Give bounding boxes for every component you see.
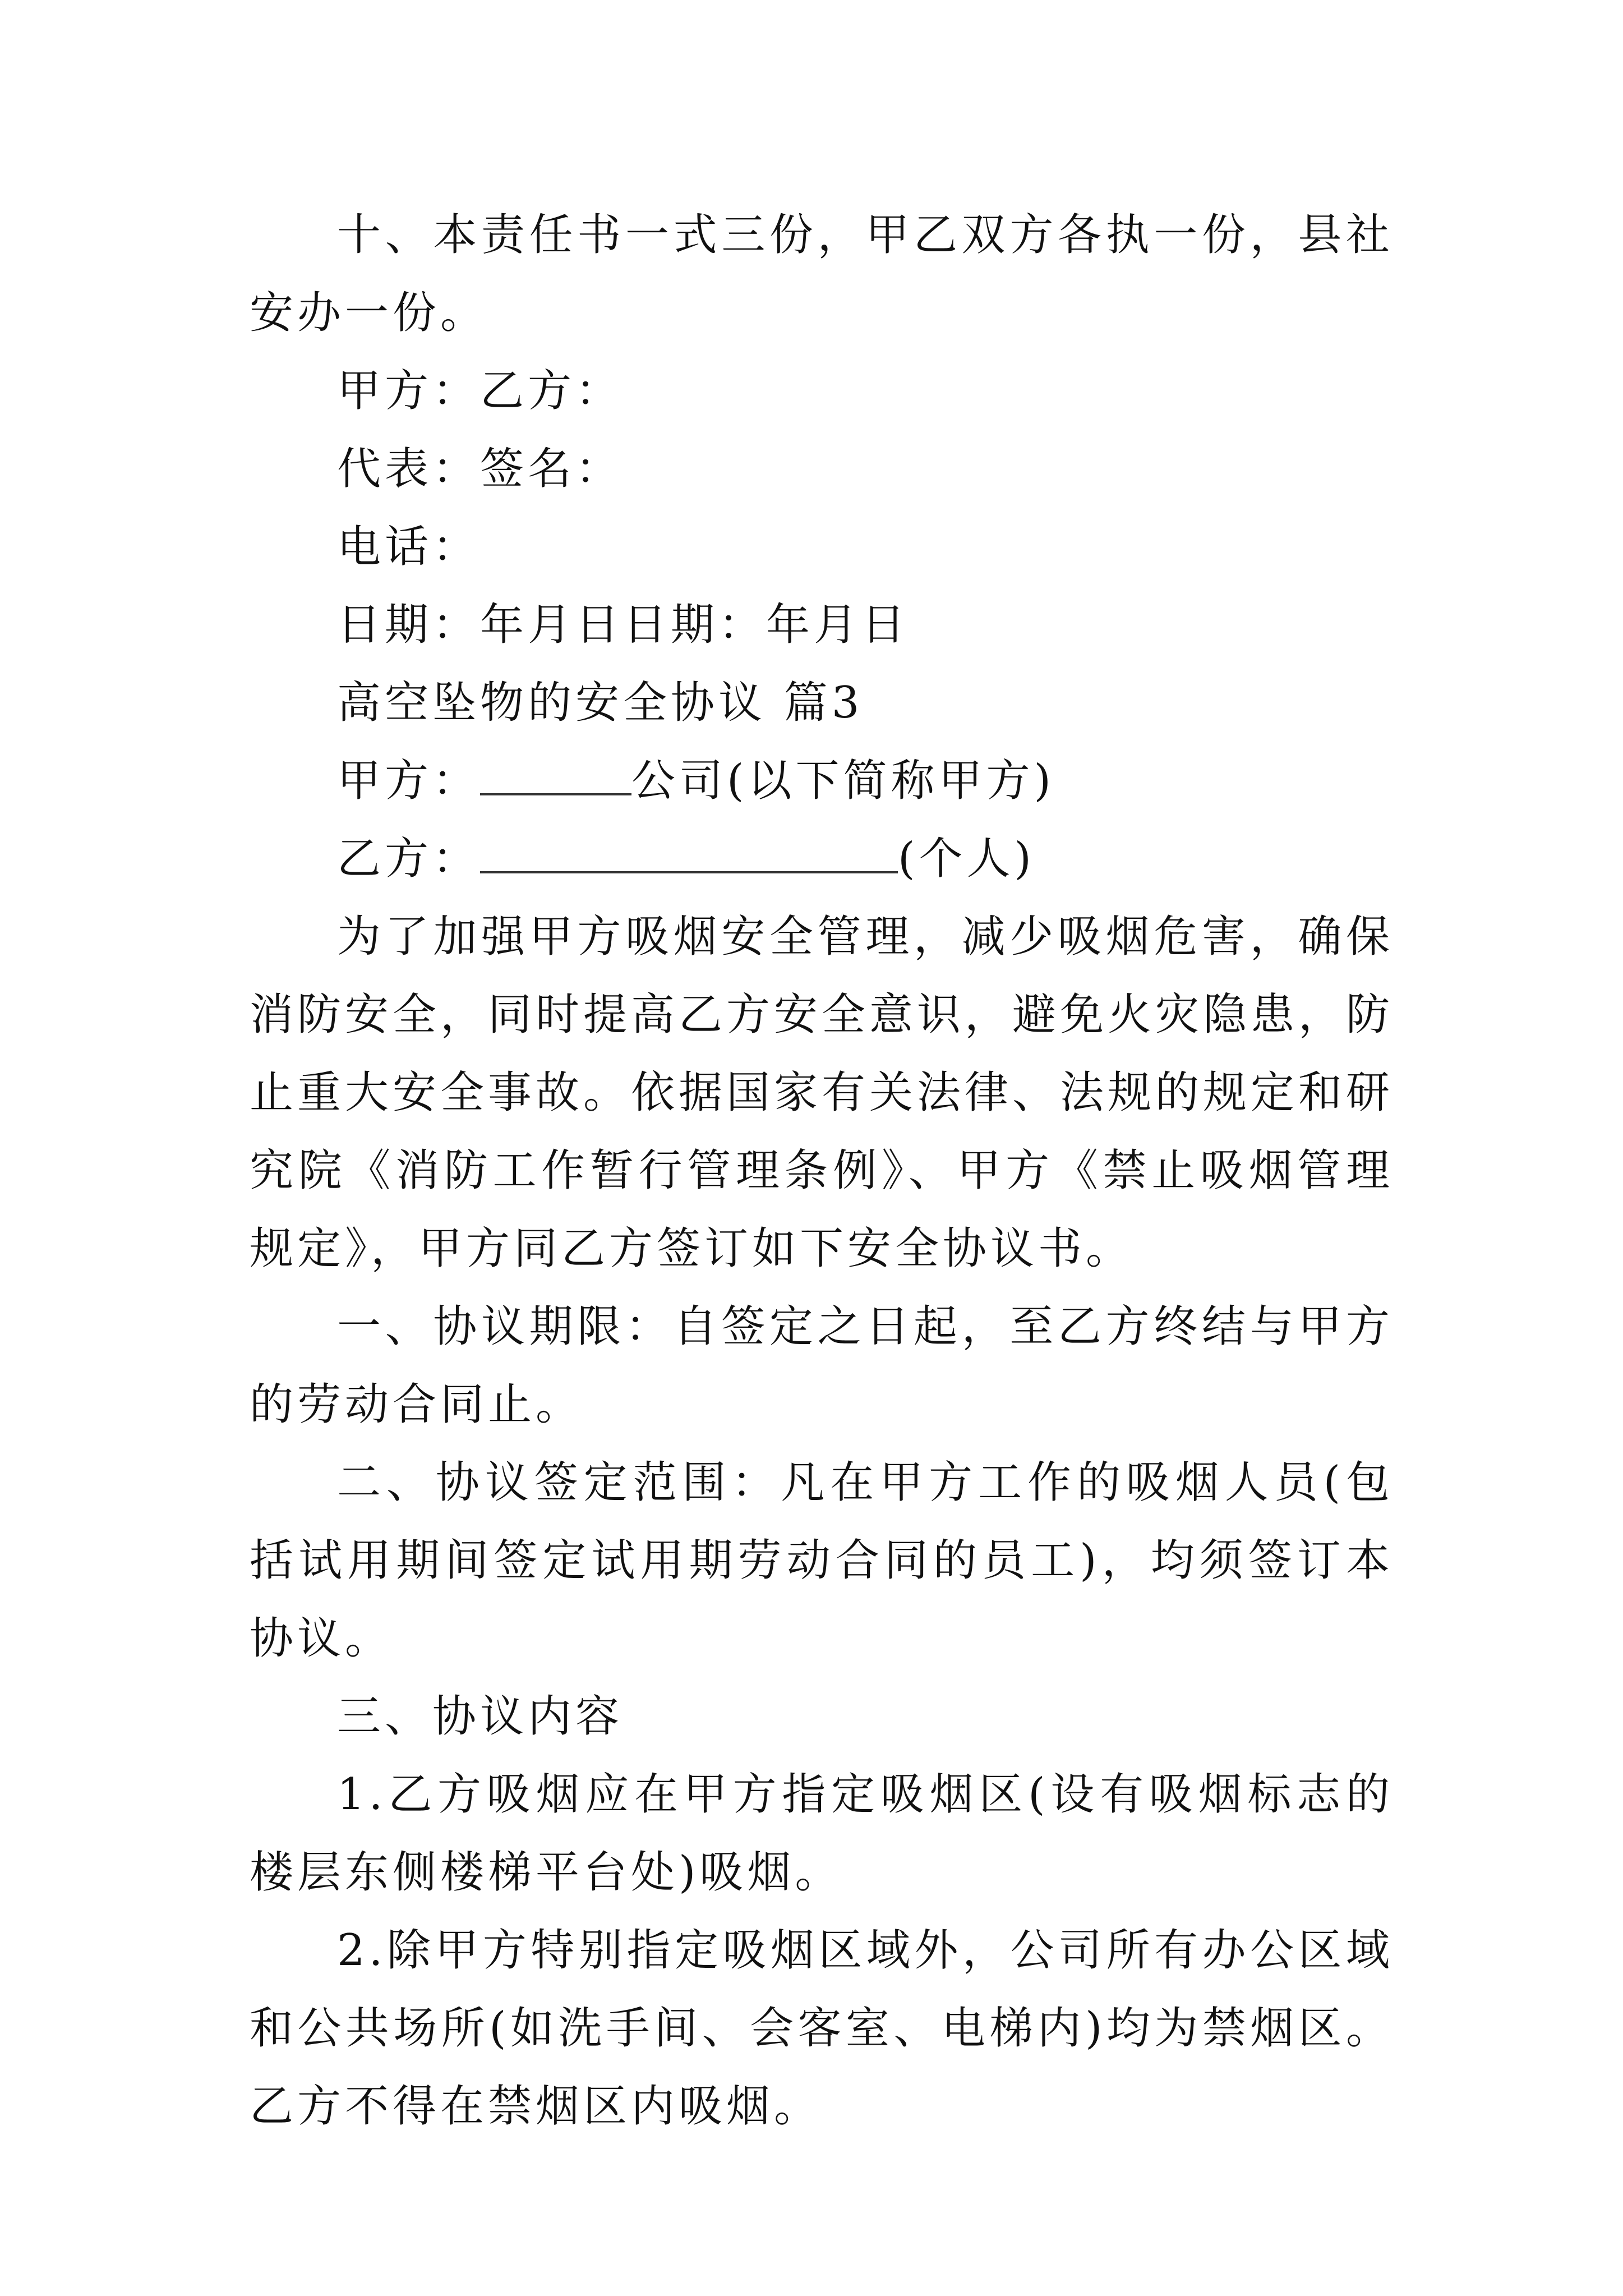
- party-a-label: 甲方：: [337, 756, 481, 806]
- party-b-label: 乙方：: [337, 834, 481, 884]
- clause-three-heading: 三、协议内容: [337, 1691, 624, 1742]
- party-a-line: [250, 742, 1394, 820]
- signature-date-line: 日期：年月日日期：年月日: [337, 600, 910, 650]
- signature-representative-line: 代表：签名：: [337, 444, 624, 494]
- clause-one: 一、协议期限：自签定之日起，至乙方终结与甲方的劳动合同止。: [250, 1301, 1394, 1430]
- document-body: [250, 196, 1394, 2146]
- signature-phone-line: 电话：: [337, 522, 481, 572]
- party-a-blank: [480, 756, 631, 795]
- party-a-suffix: 公司(以下简称甲方): [631, 756, 1055, 806]
- signature-parties-line: 甲方：乙方：: [337, 366, 624, 416]
- clause-ten: 十、本责任书一式三份，甲乙双方各执一份，县社安办一份。: [250, 210, 1394, 338]
- preamble-paragraph: 为了加强甲方吸烟安全管理，减少吸烟危害，确保消防安全，同时提高乙方安全意识，避免火灾隐患，防止重大安全事故。依据国家有关法律、法规的规定和研究院《消防工作暂行管理条例》、甲方《禁止吸烟管理规定》，甲方同乙方签订如下安全协议书。: [250, 912, 1394, 1274]
- clause-three-item-2: 2.除甲方特别指定吸烟区域外，公司所有办公区域和公共场所(如洗手间、会客室、电梯内)均为禁烟区。乙方不得在禁烟区内吸烟。: [250, 1925, 1394, 2132]
- section-title: 高空坠物的安全协议 篇3: [337, 678, 864, 728]
- party-b-line: [250, 820, 1394, 898]
- party-b-blank: [480, 834, 898, 873]
- party-b-suffix: (个人): [898, 834, 1035, 884]
- clause-two: 二、协议签定范围：凡在甲方工作的吸烟人员(包括试用期间签定试用期劳动合同的员工)，均须签订本协议。: [250, 1457, 1394, 1664]
- clause-three-item-1: 1.乙方吸烟应在甲方指定吸烟区(设有吸烟标志的楼层东侧楼梯平台处)吸烟。: [250, 1769, 1394, 1898]
